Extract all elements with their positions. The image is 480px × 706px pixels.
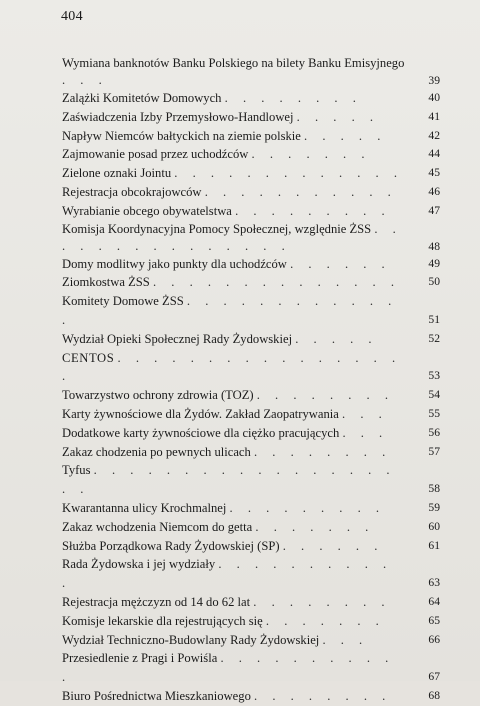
toc-entry (62, 405, 442, 424)
toc-leader-dots: . . . . . . . . . . . (204, 184, 397, 199)
toc-entry-page: 59 (428, 500, 440, 514)
toc-entry-title: Rejestracja obcokrajowców (62, 184, 202, 199)
toc-entry-title: Dodatkowe karty żywnościowe dla ciężko pracujących (62, 425, 340, 440)
toc-entry (62, 687, 442, 706)
toc-leader-dots: . . . (322, 632, 369, 647)
toc-entry-page: 55 (428, 406, 440, 420)
toc-leader-dots: . . . . . . . . . . . . . . . . . . . (62, 463, 396, 497)
toc-entry-title: Tyfus (62, 463, 91, 478)
toc-entry-title-wrap (62, 330, 442, 349)
toc-entry-title-wrap (62, 461, 442, 499)
toc-entry (62, 202, 442, 221)
toc-entry-title: Zakaz wchodzenia Niemcom do getta (62, 519, 253, 534)
toc-entry-page: 41 (428, 109, 440, 123)
toc-entry-title-wrap (62, 405, 442, 424)
toc-entry-title: Domy modlitwy jako punkty dla uchodźców (62, 256, 287, 271)
toc-entry-title-wrap (62, 593, 442, 612)
toc-entry-title-wrap (62, 612, 442, 631)
toc-entry-page: 50 (428, 275, 440, 289)
toc-leader-dots: . . . (62, 73, 108, 87)
toc-entry (62, 349, 442, 387)
table-of-contents (62, 55, 442, 706)
toc-leader-dots: . . . . . . . . . . . . . . . (62, 221, 402, 253)
toc-entry (62, 89, 442, 108)
toc-entry-page: 46 (428, 184, 440, 198)
toc-entry (62, 292, 442, 330)
toc-leader-dots: . . . . . . . . . . . . . (174, 166, 403, 181)
toc-entry (62, 424, 442, 443)
toc-entry (62, 555, 442, 593)
toc-leader-dots: . . . . . (295, 331, 378, 346)
toc-entry-page: 58 (428, 482, 440, 496)
toc-leader-dots: . . . . . . . . . (235, 203, 391, 218)
toc-leader-dots: . . . . . . . . . . . (62, 557, 393, 591)
toc-entry-page: 63 (428, 576, 440, 590)
toc-entry-page: 65 (428, 613, 440, 627)
toc-entry-title: Karty żywnościowe dla Żydów. Zakład Zaopatrywania (62, 406, 339, 421)
toc-entry-title-wrap (62, 555, 442, 593)
toc-entry-title: Biuro Pośrednictwa Mieszkaniowego (62, 688, 251, 703)
toc-entry-page: 64 (428, 594, 440, 608)
toc-entry-title: Komisje lekarskie dla rejestrujących się (62, 613, 263, 628)
toc-entry-title-wrap (62, 349, 442, 387)
toc-entry-title-wrap (62, 183, 442, 202)
toc-entry-title-wrap (62, 424, 442, 443)
toc-entry-title-wrap (62, 631, 442, 650)
toc-entry-title: Zaświadczenia Izby Przemysłowo-Handlowej (62, 109, 294, 124)
toc-entry-title: Rada Żydowska i jej wydziały (62, 557, 216, 572)
toc-entry (62, 145, 442, 164)
toc-entry-title-wrap (62, 687, 442, 706)
toc-entry-page: 66 (428, 632, 440, 646)
toc-entry (62, 593, 442, 612)
toc-entry-title: Kwarantanna ulicy Krochmalnej (62, 500, 227, 515)
toc-entry (62, 164, 442, 183)
toc-entry-title-wrap (62, 145, 442, 164)
toc-entry-title: Wydział Techniczno-Budowlany Rady Żydowskiej (62, 632, 320, 647)
toc-leader-dots: . . . . . . . (265, 613, 385, 628)
toc-entry-title-wrap (62, 55, 442, 89)
toc-entry-title-wrap (62, 255, 442, 274)
toc-entry (62, 55, 442, 89)
toc-entry-page: 51 (428, 312, 440, 326)
toc-entry (62, 499, 442, 518)
toc-entry (62, 631, 442, 650)
toc-leader-dots: . . . . . . (290, 256, 391, 271)
toc-entry-title-wrap (62, 649, 442, 687)
toc-entry (62, 330, 442, 349)
toc-entry-title-wrap (62, 273, 442, 292)
toc-entry-page: 40 (428, 91, 440, 104)
toc-entry-page: 48 (428, 239, 440, 253)
toc-entry (62, 537, 442, 556)
toc-entry-title: Wyrabianie obcego obywatelstwa (62, 203, 232, 218)
toc-leader-dots: . . . . . . . . . . . . . . . . . (62, 350, 402, 384)
toc-entry-title-wrap (62, 89, 442, 108)
toc-entry-title-wrap (62, 499, 442, 518)
toc-leader-dots: . . . . . . . (255, 519, 375, 534)
toc-entry (62, 518, 442, 537)
toc-entry-page: 56 (428, 425, 440, 439)
toc-entry (62, 612, 442, 631)
toc-entry-page: 60 (428, 519, 440, 533)
toc-entry-page: 52 (428, 331, 440, 345)
toc-entry-title: Rejestracja mężczyzn od 14 do 62 lat (62, 594, 251, 609)
toc-entry-title-wrap (62, 518, 442, 537)
toc-entry-title: Komitety Domowe ŻSS (62, 294, 184, 309)
toc-entry-title: Towarzystwo ochrony zdrowia (TOZ) (62, 388, 254, 403)
toc-entry-title-wrap (62, 202, 442, 221)
toc-leader-dots: . . . . . . . . . . . . . . (152, 275, 400, 290)
toc-leader-dots: . . . . . . . . (253, 594, 391, 609)
toc-entry (62, 183, 442, 202)
toc-entry (62, 273, 442, 292)
toc-entry-title-wrap (62, 108, 442, 127)
toc-entry-title: Napływ Niemców bałtyckich na ziemie polskie (62, 128, 301, 143)
toc-entry-title-wrap (62, 221, 442, 255)
toc-entry-title: Wydział Opieki Społecznej Rady Żydowskiej (62, 331, 293, 346)
toc-entry-title-wrap (62, 386, 442, 405)
toc-leader-dots: . . . . . . . . . (229, 500, 386, 515)
toc-entry-page: 53 (428, 369, 440, 383)
toc-entry-title-wrap (62, 292, 442, 330)
toc-entry (62, 386, 442, 405)
toc-entry-page: 49 (428, 256, 440, 270)
toc-entry-page: 39 (428, 74, 440, 87)
toc-entry-title: Zalążki Komitetów Domowych (62, 91, 222, 105)
toc-leader-dots: . . . . . . . . . . . (62, 651, 395, 685)
toc-entry (62, 443, 442, 462)
toc-entry-page: 47 (428, 203, 440, 217)
toc-entry-page: 61 (428, 538, 440, 552)
toc-entry-title: CENTOS (62, 350, 115, 365)
toc-entry-title-wrap (62, 127, 442, 146)
toc-entry-title: Zakaz chodzenia po pewnych ulicach (62, 444, 251, 459)
toc-leader-dots: . . . . . . (282, 538, 384, 553)
toc-leader-dots: . . . . . . . . (256, 388, 394, 403)
toc-leader-dots: . . . . . (296, 109, 380, 124)
toc-entry (62, 649, 442, 687)
toc-entry-title: Zajmowanie posad przez uchodźców (62, 147, 249, 162)
toc-leader-dots: . . . . . . . . . . . . . (62, 294, 398, 327)
toc-entry-title-wrap (62, 537, 442, 556)
toc-entry-title: Ziomkostwa ŻSS (62, 275, 150, 290)
toc-entry (62, 221, 442, 255)
toc-leader-dots: . . . . . . . . (254, 688, 392, 703)
toc-leader-dots: . . . (342, 406, 388, 421)
page-number: 404 (61, 9, 83, 24)
toc-entry (62, 255, 442, 274)
toc-entry-title: Zielone oznaki Jointu (62, 166, 172, 181)
toc-entry-title: Wymiana banknotów Banku Polskiego na bilety Banku Emisyjnego (62, 56, 405, 70)
toc-leader-dots: . . . . . . . (251, 147, 371, 162)
toc-leader-dots: . . . . . (304, 128, 387, 143)
toc-entry-page: 57 (428, 444, 440, 458)
toc-entry-page: 67 (428, 670, 440, 684)
toc-entry (62, 461, 442, 499)
toc-leader-dots: . . . . . . . . (224, 91, 362, 105)
toc-entry-title: Przesiedlenie z Pragi i Powiśla (62, 651, 218, 666)
toc-entry (62, 108, 442, 127)
toc-entry-page: 68 (428, 688, 440, 702)
toc-entry-page: 54 (428, 388, 440, 402)
toc-leader-dots: . . . . . . . . (253, 444, 392, 459)
toc-entry-title: Komisja Koordynacyjna Pomocy Społecznej, względnie ŻSS (62, 221, 372, 236)
toc-entry-page: 42 (428, 128, 440, 142)
toc-entry-page: 44 (428, 147, 440, 161)
toc-entry-title: Służba Porządkowa Rady Żydowskiej (SP) (62, 538, 280, 553)
toc-entry-page: 45 (428, 166, 440, 180)
toc-entry-title-wrap (62, 164, 442, 183)
toc-entry (62, 127, 442, 146)
toc-leader-dots: . . . (342, 425, 389, 440)
toc-entry-title-wrap (62, 443, 442, 462)
